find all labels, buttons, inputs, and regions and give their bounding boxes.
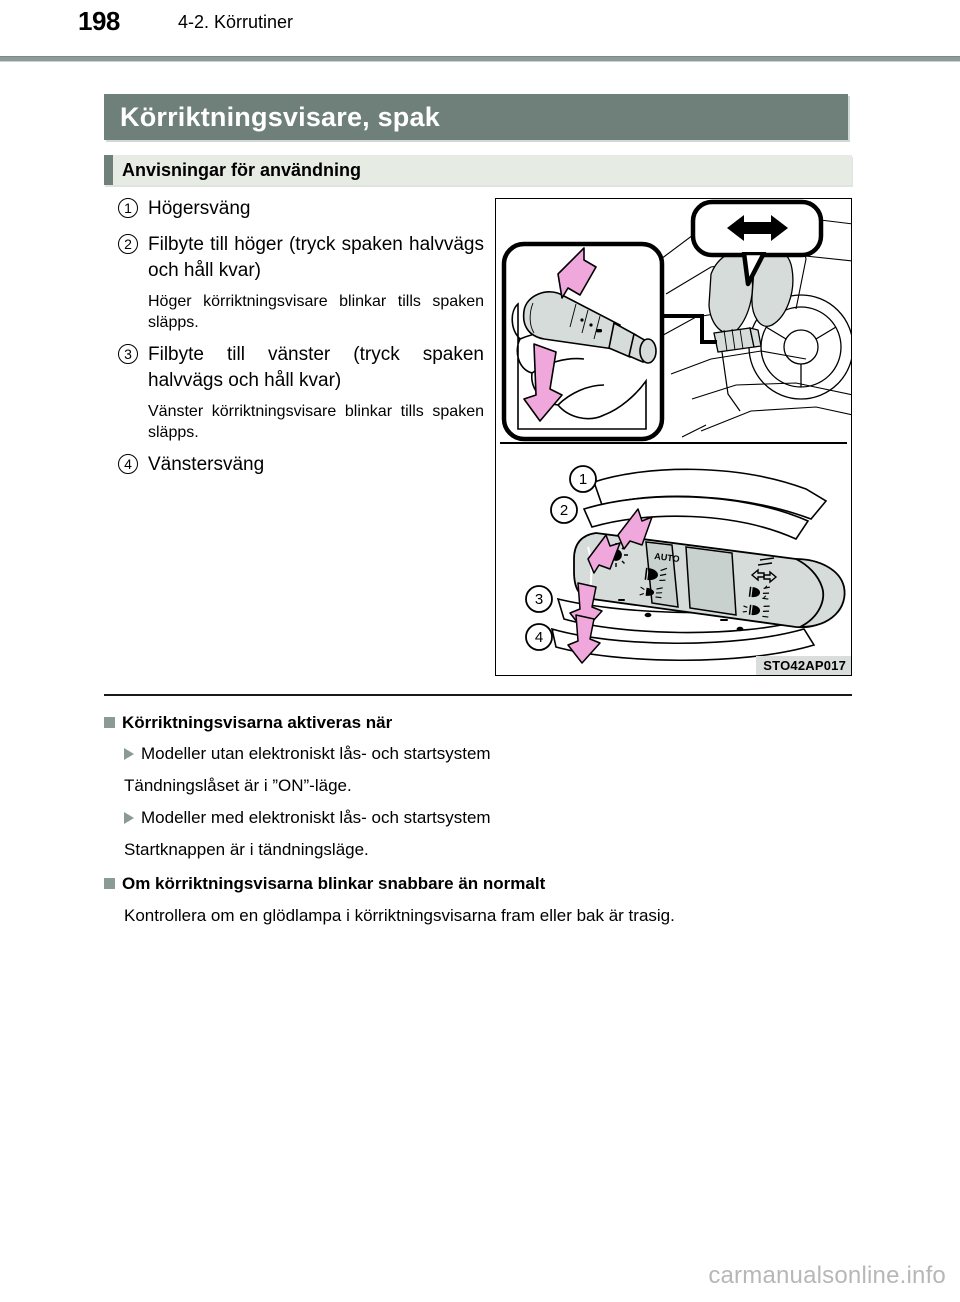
square-bullet-icon [104,878,115,889]
instruction-text: Högersväng [148,198,251,219]
illustration-divider [500,442,847,444]
notes-divider [104,694,852,696]
illustration-code: STO42AP017 [756,656,851,675]
section-accent-bar [104,155,113,185]
note-subitem [124,807,860,829]
instruction-note: Vänster körriktningsvisare blinkar tills spaken släpps. [148,403,484,441]
note-body: Startknappen är i tändningsläge. [124,840,369,859]
instruction-list [118,196,484,480]
callout-circle-2 [551,497,577,523]
illustration-hand-on-stalk [496,199,851,444]
svg-text:4: 4 [534,629,544,646]
page-number: 198 [78,6,120,36]
square-bullet-icon [104,717,115,728]
header-divider [0,56,960,62]
note-heading [104,873,860,895]
auto-label: AUTO [653,551,681,565]
callout-circle-1 [570,466,596,492]
note-body: Tändningslåset är i ”ON”-läge. [124,776,352,795]
section-header [104,155,852,185]
page-title-band [104,94,848,140]
list-item [118,232,484,284]
callout-number: 4 [118,454,138,474]
note-heading [104,712,860,734]
stalk-callouts-svg [496,447,852,675]
note-heading-text: Om körriktningsvisarna blinkar snabbare än normalt [122,874,546,893]
section-heading: Anvisningar för användning [122,160,362,180]
page-title: Körriktningsvisare, spak [120,102,440,132]
hand-detail-inset [504,244,717,439]
svg-text:3: 3 [534,591,544,608]
triangle-bullet-icon [124,748,134,760]
list-item [118,452,484,478]
callout-circle-4 [526,624,552,650]
illustration-panel [495,198,852,676]
instruction-text: Filbyte till höger (tryck spaken halvvägs och håll kvar) [148,234,484,281]
note-heading-text: Körriktningsvisarna aktiveras när [122,713,393,732]
list-item [118,196,484,222]
notes-section [104,712,860,937]
illustration-stalk-callouts [496,447,851,675]
page-header [0,0,960,48]
chapter-title: 4-2. Körrutiner [178,12,294,32]
svg-text:2: 2 [559,502,569,519]
svg-text:1: 1 [578,471,588,488]
note-body: Kontrollera om en glödlampa i körriktningsvisarna fram eller bak är trasig. [124,906,675,925]
site-watermark: carmanualsonline.info [708,1262,946,1289]
note-subitem-text: Modeller utan elektroniskt lås- och startsystem [141,744,491,763]
callout-number: 3 [118,344,138,364]
note-subitem-text: Modeller med elektroniskt lås- och startsystem [141,808,491,827]
callout-circle-3 [526,586,552,612]
triangle-bullet-icon [124,812,134,824]
instruction-note: Höger körriktningsvisare blinkar tills spaken släpps. [148,293,484,331]
hand-stalk-svg [496,199,852,444]
callout-number: 1 [118,198,138,218]
instruction-text: Filbyte till vänster (tryck spaken halvvägs och håll kvar) [148,344,484,391]
note-subitem [124,743,860,765]
callout-number: 2 [118,234,138,254]
instruction-text: Vänstersväng [148,454,265,475]
list-item [118,342,484,394]
